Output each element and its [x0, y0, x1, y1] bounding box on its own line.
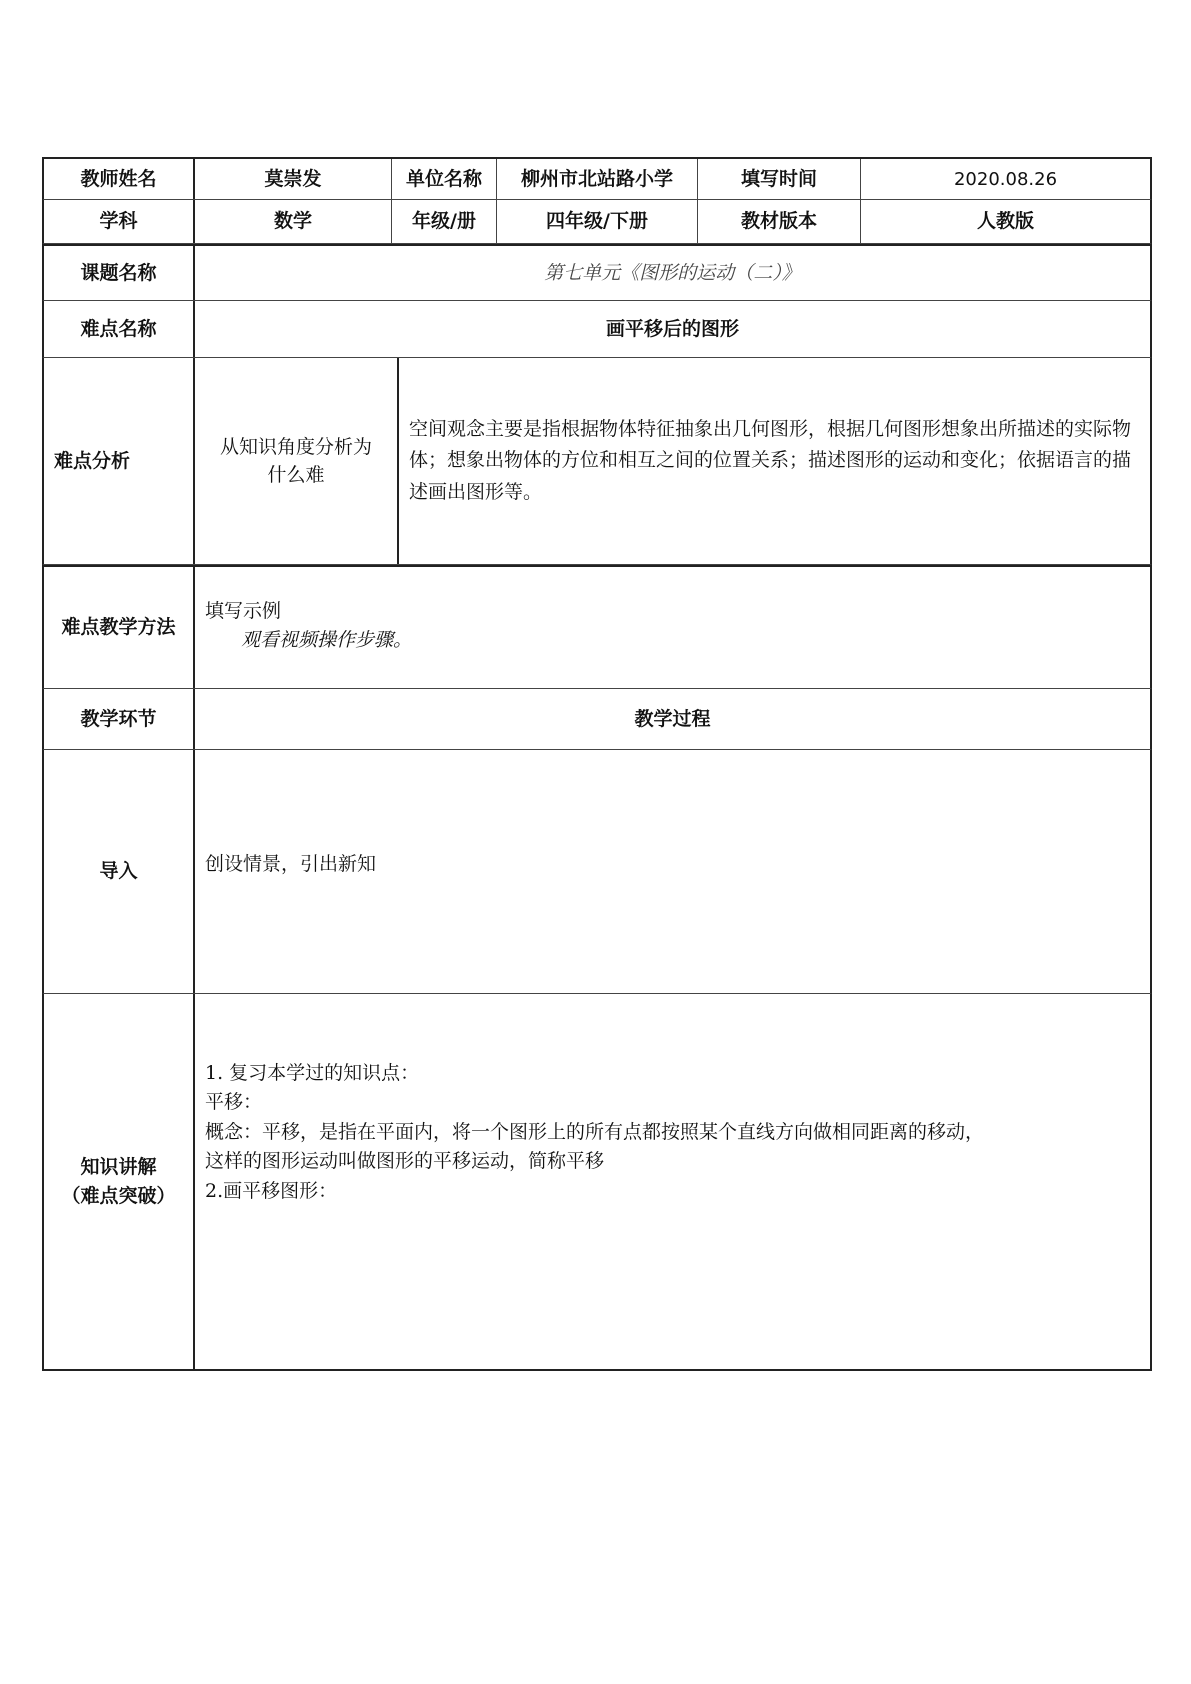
- knowledge-line: 1. 复习本学过的知识点：: [205, 1062, 420, 1084]
- subject-label: 学科: [44, 200, 195, 243]
- knowledge-label: [44, 994, 195, 1369]
- fill-date-value: 2020.08.26: [953, 168, 1058, 190]
- difficulty-label: 难点名称: [44, 301, 195, 357]
- process-stage-label: 教学环节: [44, 689, 195, 749]
- method-row: [42, 565, 1152, 689]
- topic-value: 第七单元《图形的运动（二）》: [544, 261, 801, 284]
- difficulty-value: 画平移后的图形: [605, 317, 739, 340]
- method-example-text: 观看视频操作步骤。: [241, 628, 413, 651]
- intro-row: [42, 750, 1152, 994]
- process-label: 教学过程: [634, 707, 711, 730]
- edition-label: 教材版本: [698, 200, 861, 243]
- analysis-text: 空间观念主要是指根据物体特征抽象出几何图形，根据几何图形想象出所描述的实际物体；想象出物体的方位和相互之间的位置关系；描述图形的运动和变化；依据语言的描述画出图形等。: [409, 418, 1132, 503]
- method-label: 难点教学方法: [44, 567, 195, 688]
- info-row-1: [42, 157, 1152, 200]
- knowledge-line: 2.画平移图形：: [205, 1179, 338, 1202]
- teacher-name-label: 教师姓名: [44, 159, 195, 199]
- teacher-name-value: 莫崇发: [195, 159, 392, 199]
- topic-label: 课题名称: [44, 246, 195, 300]
- analysis-sub-label: 从知识角度分析为什么难: [195, 358, 399, 564]
- intro-label: 导入: [44, 750, 195, 993]
- fill-date-label: 填写时间: [698, 159, 861, 199]
- edition-value: 人教版: [976, 210, 1034, 233]
- unit-name-label: 单位名称: [392, 159, 497, 199]
- knowledge-line: 这样的图形运动叫做图形的平移运动，简称平移: [205, 1150, 605, 1173]
- topic-row: [42, 244, 1152, 301]
- info-row-2: [42, 200, 1152, 244]
- unit-name-value: 柳州市北站路小学: [497, 159, 698, 199]
- process-header-row: [42, 689, 1152, 750]
- knowledge-row: [42, 994, 1152, 1371]
- method-example-label: 填写示例: [205, 600, 282, 622]
- intro-text: 创设情景，引出新知: [205, 853, 377, 876]
- knowledge-label-line2: （难点突破）: [61, 1184, 176, 1207]
- analysis-label: 难点分析: [44, 358, 195, 564]
- analysis-row: [42, 358, 1152, 565]
- method-content: [195, 567, 1150, 688]
- difficulty-row: [42, 301, 1152, 358]
- knowledge-content: [195, 994, 1150, 1369]
- knowledge-line: 概念：平移，是指在平面内，将一个图形上的所有点都按照某个直线方向做相同距离的移动，: [205, 1120, 985, 1143]
- knowledge-label-line1: 知识讲解: [80, 1156, 157, 1178]
- subject-value: 数学: [195, 200, 392, 243]
- lesson-plan-table: [42, 157, 1152, 1371]
- grade-value: 四年级/下册: [497, 200, 698, 243]
- knowledge-line: 平移：: [205, 1091, 263, 1114]
- grade-label: 年级/册: [392, 200, 497, 243]
